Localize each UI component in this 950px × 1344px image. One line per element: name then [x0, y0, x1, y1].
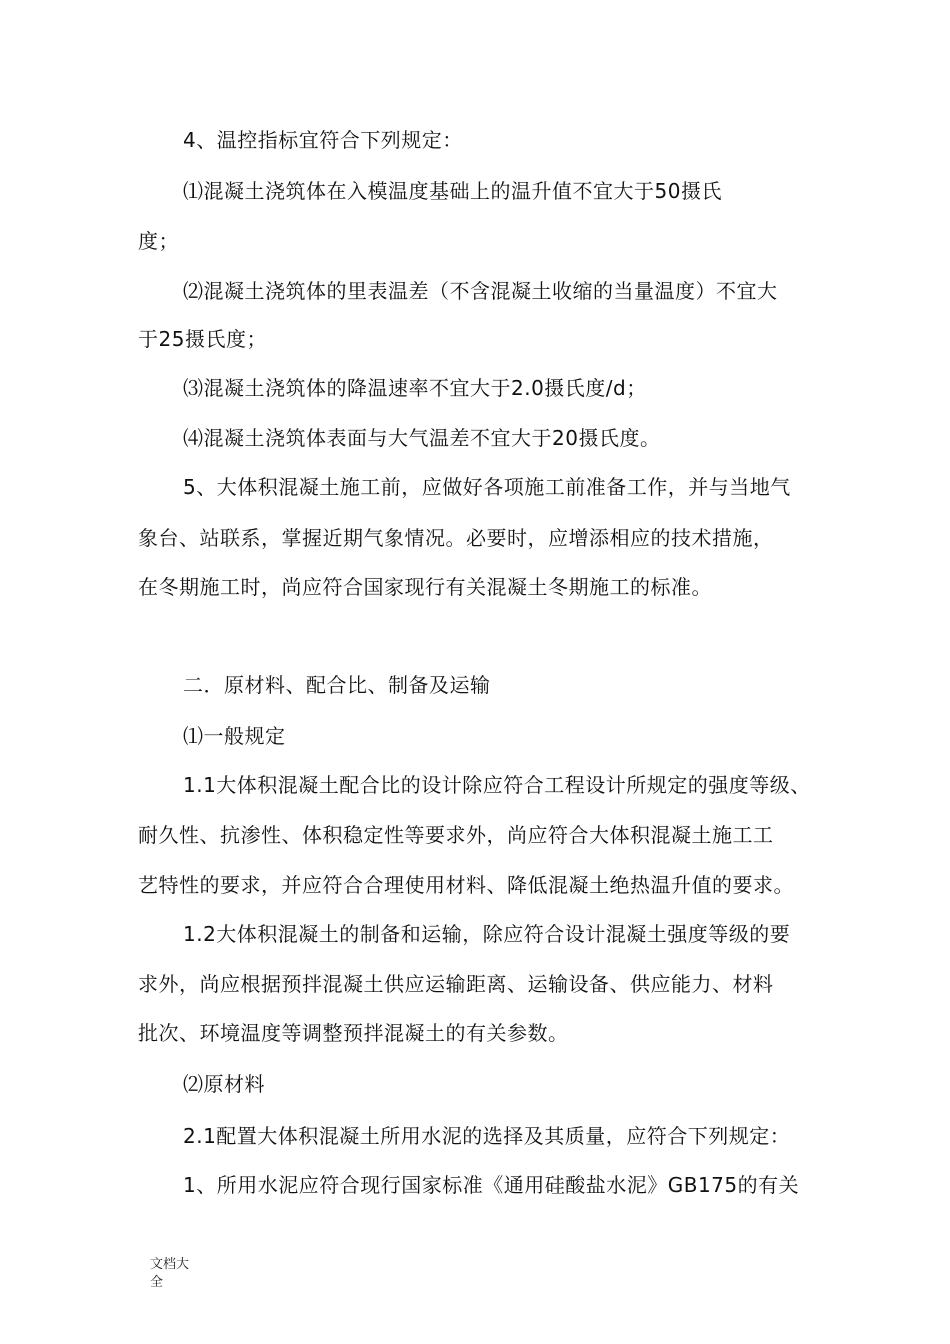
subsection-heading: ⑴一般规定 — [183, 724, 286, 748]
page-footer: 文档大全 — [150, 1257, 190, 1290]
text-line: 在冬期施工时，尚应符合国家现行有关混凝土冬期施工的标准。 — [138, 575, 712, 599]
text-line: 艺特性的要求，并应符合合理使用材料、降低混凝土绝热温升值的要求。 — [138, 873, 794, 897]
text-line: 1.1大体积混凝土配合比的设计除应符合工程设计所规定的强度等级、 — [183, 773, 811, 797]
text-line: 批次、环境温度等调整预拌混凝土的有关参数。 — [138, 1021, 569, 1045]
section-heading: 二．原材料、配合比、制备及运输 — [183, 673, 491, 697]
text-line: 象台、站联系，掌握近期气象情况。必要时，应增添相应的技术措施， — [138, 526, 774, 550]
text-line: 5、大体积混凝土施工前，应做好各项施工前准备工作，并与当地气 — [183, 475, 791, 499]
text-line: ⑶混凝土浇筑体的降温速率不宜大于2.0摄氏度/d； — [183, 376, 647, 400]
text-line: 1、所用水泥应符合现行国家标准《通用硅酸盐水泥》GB175的有关 — [183, 1173, 800, 1197]
text-line: 于25摄氏度； — [138, 327, 267, 351]
text-line: 1.2大体积混凝土的制备和运输，除应符合设计混凝土强度等级的要 — [183, 922, 791, 946]
text-line: ⑵混凝土浇筑体的里表温差（不含混凝土收缩的当量温度）不宜大 — [183, 279, 778, 303]
text-line: 度； — [138, 229, 179, 253]
text-line: 2.1配置大体积混凝土所用水泥的选择及其质量，应符合下列规定： — [183, 1124, 791, 1148]
text-line: 耐久性、抗渗性、体积稳定性等要求外，尚应符合大体积混凝土施工工 — [138, 823, 774, 847]
text-line: 4、温控指标宜符合下列规定： — [183, 128, 463, 152]
text-line: ⑷混凝土浇筑体表面与大气温差不宜大于20摄氏度。 — [183, 426, 661, 450]
text-line: 求外，尚应根据预拌混凝土供应运输距离、运输设备、供应能力、材料 — [138, 972, 774, 996]
subsection-heading: ⑵原材料 — [183, 1072, 265, 1096]
text-line: ⑴混凝土浇筑体在入模温度基础上的温升值不宜大于50摄氏 — [183, 179, 722, 203]
